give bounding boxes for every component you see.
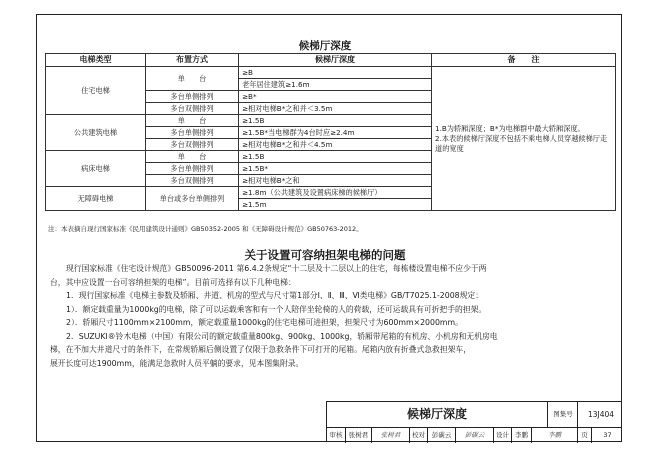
depth-cell: ≥B — [239, 67, 432, 79]
arrangement-cell: 单 台 — [146, 115, 239, 127]
header-notes: 备 注 — [432, 54, 616, 67]
note-1: 1.B为轿厢深度；B*为电梯群中最大轿厢深度。 — [435, 123, 585, 133]
paragraph-line: 2）．轿厢尺寸1100mm×2100mm，额定载重量1000kg的住宅电梯可进担架，担架尺寸为600mm×2000mm。 — [66, 318, 463, 327]
atlas-number: 13J404 — [577, 402, 624, 427]
page-label: 页 — [577, 427, 591, 443]
type-cell: 住宅电梯 — [46, 67, 146, 115]
arrangement-cell: 多台单侧排列 — [146, 127, 239, 139]
checker-name: 彭碳云 — [427, 427, 455, 443]
title-block-title: 候梯厅深度 — [406, 407, 467, 421]
table-header-row — [46, 54, 616, 67]
notes-cell — [432, 67, 616, 211]
reviewer-name: 张树君 — [345, 427, 371, 443]
check-label: 校对 — [409, 427, 427, 443]
depth-cell: ≥相对电梯B*之和并＜4.5m — [239, 139, 432, 151]
depth-cell: ≥1.5B*当电梯群为4台时应≥2.4m — [239, 127, 432, 139]
depth-cell: ≥1.5B — [239, 115, 432, 127]
depth-cell: ≥相对电梯B*之和并＜3.5m — [239, 103, 432, 115]
arrangement-cell: 多台双侧排列 — [146, 175, 239, 187]
depth-cell: 老年居住建筑≥1.6m — [239, 79, 432, 91]
depth-cell: ≥1.5m — [239, 199, 432, 211]
paragraph-line: 2．SUZUKI®铃木电梯（中国）有限公司的额定载重量800kg、900kg、1000kg，轿厢带尾箱的有机房、小机房和无机房电 — [66, 331, 498, 341]
atlas-number-label: 图集号 — [547, 402, 578, 427]
type-cell: 公共建筑电梯 — [46, 115, 146, 151]
table-footnote: 注：本表摘自现行国家标准《民用建筑设计通则》GB50352-2005 和《无障碍设计规范》GB50763-2012。 — [48, 225, 363, 233]
header-depth: 候梯厅深度 — [239, 54, 432, 67]
arrangement-cell: 多台双侧排列 — [146, 139, 239, 151]
arrangement-cell: 单台或多台单侧排列 — [146, 187, 239, 211]
depth-cell: ≥相对电梯B*之和 — [239, 175, 432, 187]
title-block — [326, 401, 622, 442]
reviewer-signature: 张树君 — [371, 427, 409, 443]
paragraph-line: 台，其中应设置一台可容纳担架的电梯”。目前可选择有以下几种电梯： — [50, 277, 296, 287]
arrangement-cell: 单 台 — [146, 151, 239, 163]
header-type: 电梯类型 — [46, 54, 146, 67]
paragraph-line: 展开长度可达1900mm，能满足急救时人员平躺的要求，见本图集附录。 — [50, 358, 304, 368]
page-number: 37 — [591, 427, 623, 443]
arrangement-cell: 单 台 — [146, 67, 239, 91]
section-body — [50, 262, 610, 370]
type-cell: 无障碍电梯 — [46, 187, 146, 211]
depth-cell: ≥1.8m（公共建筑及设置病床梯的候梯厅） — [239, 187, 432, 199]
review-label: 审核 — [329, 431, 343, 439]
paragraph-line: 梯，在不加大井道尺寸的条件下，在常规轿厢后侧设置了仅限于急救条件下可打开的尾箱。尾箱内放有折叠式急救担架车， — [50, 345, 472, 354]
arrangement-cell: 多台单侧排列 — [146, 163, 239, 175]
design-label: 设计 — [493, 427, 511, 443]
table-title: 候梯厅深度 — [298, 40, 352, 52]
depth-cell: ≥B* — [239, 91, 432, 103]
designer-signature: 李鹏 — [531, 427, 577, 443]
type-cell: 病床电梯 — [46, 151, 146, 187]
designer-name: 李鹏 — [511, 427, 531, 443]
depth-cell: ≥1.5B* — [239, 163, 432, 175]
depth-cell: ≥1.5B — [239, 151, 432, 163]
arrangement-cell: 多台单侧排列 — [146, 91, 239, 103]
paragraph-line: 1．现行国家标准《电梯主参数及轿厢、井道、机房的型式与尺寸第1部分Ⅰ、Ⅱ、Ⅲ、Ⅵ类电梯》GB/T7025.1-2008规定： — [66, 291, 484, 300]
paragraph-line: 1）．额定载重量为1000kg的电梯，除了可以运载乘客和有一个人陪伴坐轮椅的人的荷载，还可运载具有可折把手的担架。 — [66, 304, 487, 314]
section-title: 关于设置可容纳担架电梯的问题 — [244, 248, 406, 262]
arrangement-cell: 多台双侧排列 — [146, 103, 239, 115]
paragraph-line: 现行国家标准《住宅设计规范》GB50096-2011 第6.4.2条规定“十二层及十二层以上的住宅，每栋楼设置电梯不应少于两 — [66, 264, 487, 273]
table-row — [46, 67, 616, 79]
lobby-depth-table — [45, 53, 616, 211]
note-2: 2.本表的候梯厅深度不包括不乘电梯人员穿越候梯厅走道的宽度 — [435, 133, 608, 153]
checker-signature: 彭碳云 — [455, 427, 493, 443]
header-arrangement: 布置方式 — [146, 54, 239, 67]
